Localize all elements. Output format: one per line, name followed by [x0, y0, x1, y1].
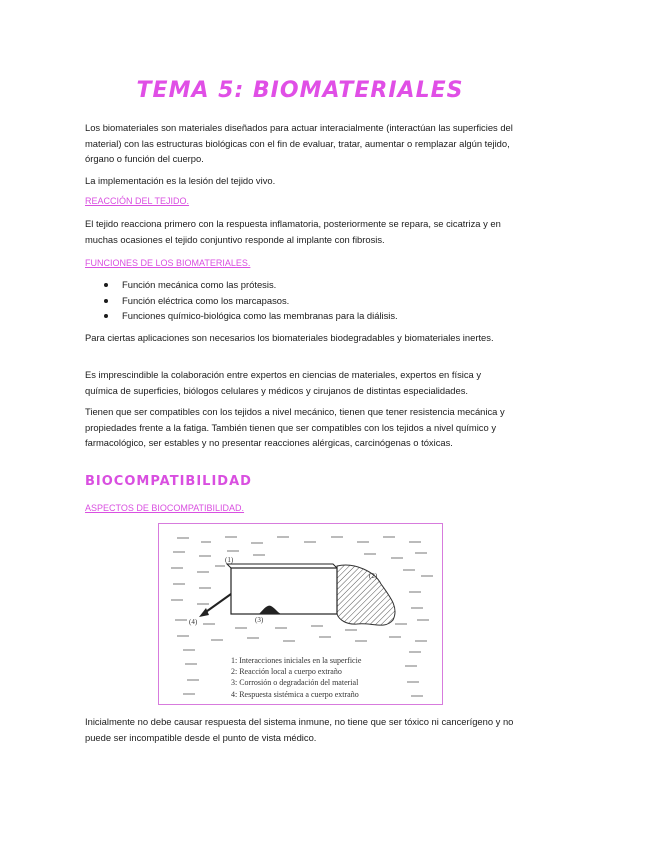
legend-item: 3: Corrosión o degradación del material — [231, 678, 359, 688]
arrow-head-icon — [199, 608, 209, 617]
closing-paragraph: Inicialmente no debe causar respuesta del sistema inmune, no tiene que ser tóxico ni cancerígeno y no puede ser incompatible desde el punto de vista médico. — [85, 716, 514, 743]
label-1: (1) — [225, 556, 234, 564]
label-3: (3) — [255, 616, 264, 624]
legend-item: 2: Reacción local a cuerpo extraño — [231, 667, 342, 677]
fibrous-capsule — [337, 565, 395, 625]
page-title-text: TEMA 5: BIOMATERIALES — [136, 78, 464, 103]
reaction-paragraph: El tejido reacciona primero con la respuesta inflamatoria, posteriormente se repara, se cicatriza y en muchas ocasiones el tejido conjuntivo responde al implante con fibrosis. — [85, 218, 501, 245]
implant-block — [231, 568, 337, 614]
biocompatibility-subheading: ASPECTOS DE BIOCOMPATIBILIDAD. — [85, 503, 245, 513]
page-title — [0, 78, 600, 103]
list-item: Función mecánica como las prótesis. — [85, 277, 505, 293]
label-2: (2) — [369, 572, 378, 580]
biodegradable-paragraph: Para ciertas aplicaciones son necesarios los biomateriales biodegradables y biomateriales inertes. — [85, 332, 494, 343]
collaboration-paragraph: Es imprescindible la colaboración entre expertos en ciencias de materiales, expertos en física y química de superficies, biólogos celulares y médicos y cirujanos de distintas especialidades. — [85, 369, 482, 396]
implant-paragraph: La implementación es la lesión del tejido vivo. — [85, 175, 276, 186]
list-item: Funciones químico-biológica como las membranas para la diálisis. — [85, 308, 505, 324]
figure-legend — [231, 655, 361, 700]
reaction-heading: REACCIÓN DEL TEJIDO. — [85, 196, 190, 206]
compatibility-paragraph: Tienen que ser compatibles con los tejidos a nivel mecánico, tienen que tener resistencia mecánica y propiedades frente a la fatiga. También tienen que ser compatibles con los tejidos a nivel químico y farmacológico, ser estables y no presentar reacciones alérgicas, carcinógenas o tóxicas. — [85, 406, 505, 448]
legend-item: 4: Respuesta sistémica a cuerpo extraño — [231, 689, 359, 699]
biocompatibility-figure — [158, 523, 443, 705]
legend-item: 1: Interacciones iniciales en la superficie — [231, 656, 362, 665]
functions-list — [85, 277, 505, 324]
list-item: Función eléctrica como los marcapasos. — [85, 293, 505, 309]
label-4: (4) — [189, 618, 198, 626]
intro-paragraph: Los biomateriales son materiales diseñados para actuar interacialmente (interactúan las superficies del material) con las estructuras biológicas con el fin de evaluar, tratar, aumentar o remplazar algún tejido, órgano o función del cuerpo. — [85, 122, 513, 164]
biocompatibility-title: BIOCOMPATIBILIDAD — [85, 474, 252, 489]
functions-heading: FUNCIONES DE LOS BIOMATERIALES. — [85, 258, 251, 268]
